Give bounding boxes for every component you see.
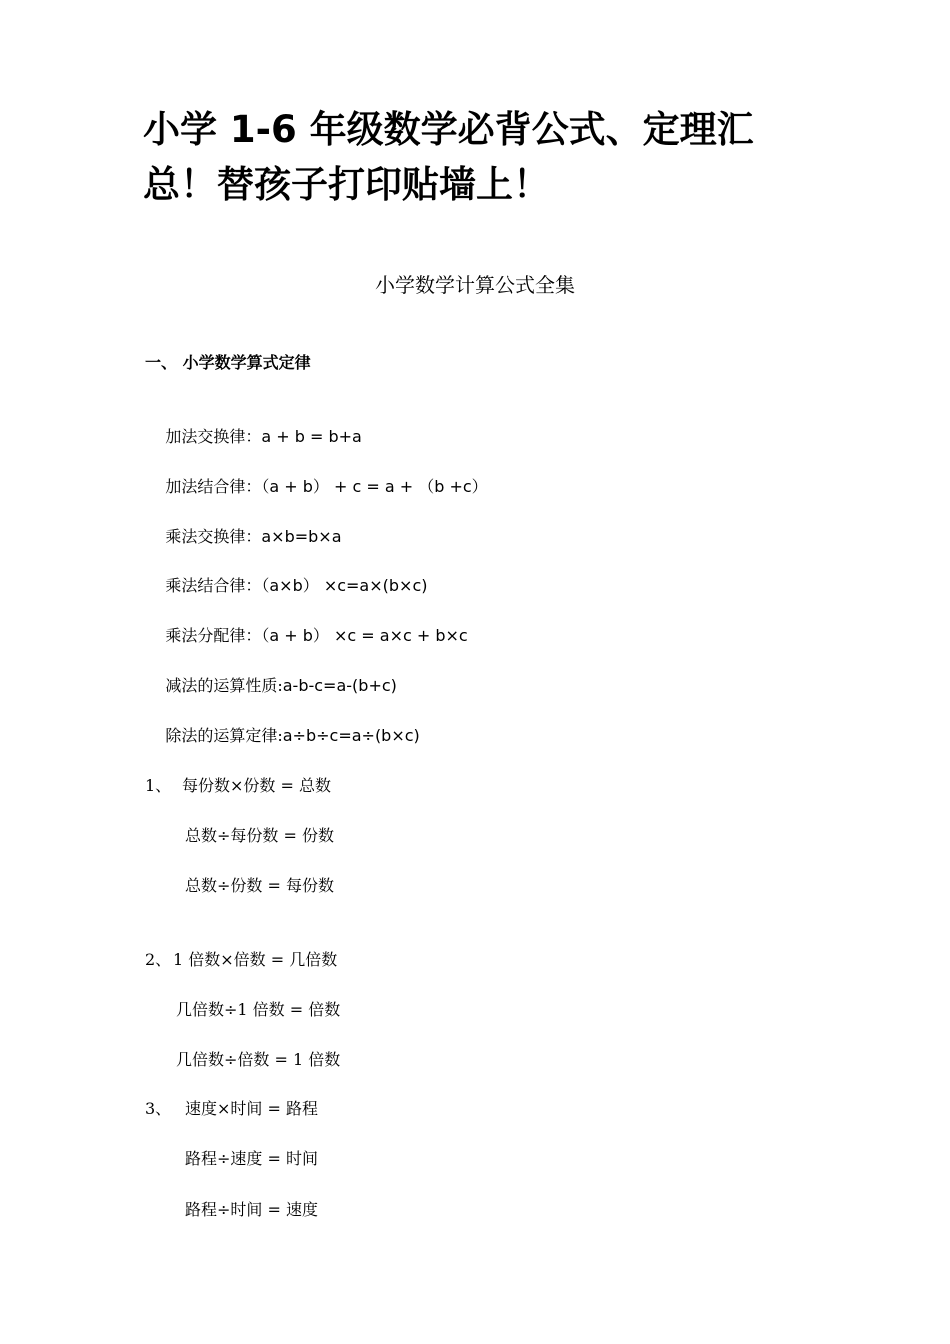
page-title-line-2: 总！替孩子打印贴墙上！ bbox=[143, 163, 550, 206]
law-formula: a + b = b+a bbox=[261, 427, 362, 446]
formula-line: 每份数×份数 = 总数 bbox=[182, 776, 331, 795]
law-label: 乘法分配律： bbox=[165, 626, 262, 645]
law-label: 乘法结合律： bbox=[165, 576, 262, 595]
formula-line: 路程÷速度 = 时间 bbox=[185, 1149, 318, 1168]
law-label: 减法的运算性质: bbox=[165, 676, 283, 695]
law-formula: a-b-c=a-(b+c) bbox=[282, 676, 397, 695]
formula-group-number: 3、 bbox=[145, 1099, 172, 1118]
law-label: 乘法交换律： bbox=[165, 527, 262, 546]
formula-line: 路程÷时间 = 速度 bbox=[185, 1200, 318, 1219]
page-title-line-1: 小学 1-6 年级数学必背公式、定理汇 bbox=[143, 108, 754, 151]
law-formula: （a×b） ×c=a×(b×c) bbox=[261, 576, 428, 595]
law-formula: （a + b） ×c = a×c + b×c bbox=[261, 626, 468, 645]
law-formula: a÷b÷c=a÷(b×c) bbox=[282, 726, 420, 745]
formula-line: 几倍数÷1 倍数 = 倍数 bbox=[176, 1000, 341, 1019]
formula-line: 总数÷每份数 = 份数 bbox=[185, 826, 334, 845]
law-label: 加法交换律： bbox=[165, 427, 262, 446]
law-label: 加法结合律： bbox=[165, 477, 262, 496]
formula-line: 速度×时间 = 路程 bbox=[185, 1099, 318, 1118]
law-formula: a×b=b×a bbox=[261, 527, 342, 546]
formula-group-number: 1、 bbox=[145, 776, 172, 795]
law-formula: （a + b） + c = a + （b +c） bbox=[261, 477, 488, 496]
section-heading: 一、 小学数学算式定律 bbox=[145, 353, 311, 372]
page-subtitle: 小学数学计算公式全集 bbox=[375, 273, 575, 297]
law-label: 除法的运算定律: bbox=[165, 726, 283, 745]
formula-group-number: 2、 bbox=[145, 950, 172, 969]
formula-line: 1 倍数×倍数 = 几倍数 bbox=[173, 950, 338, 969]
formula-line: 几倍数÷倍数 = 1 倍数 bbox=[176, 1050, 341, 1069]
formula-line: 总数÷份数 = 每份数 bbox=[185, 876, 334, 895]
law-row bbox=[145, 700, 420, 772]
